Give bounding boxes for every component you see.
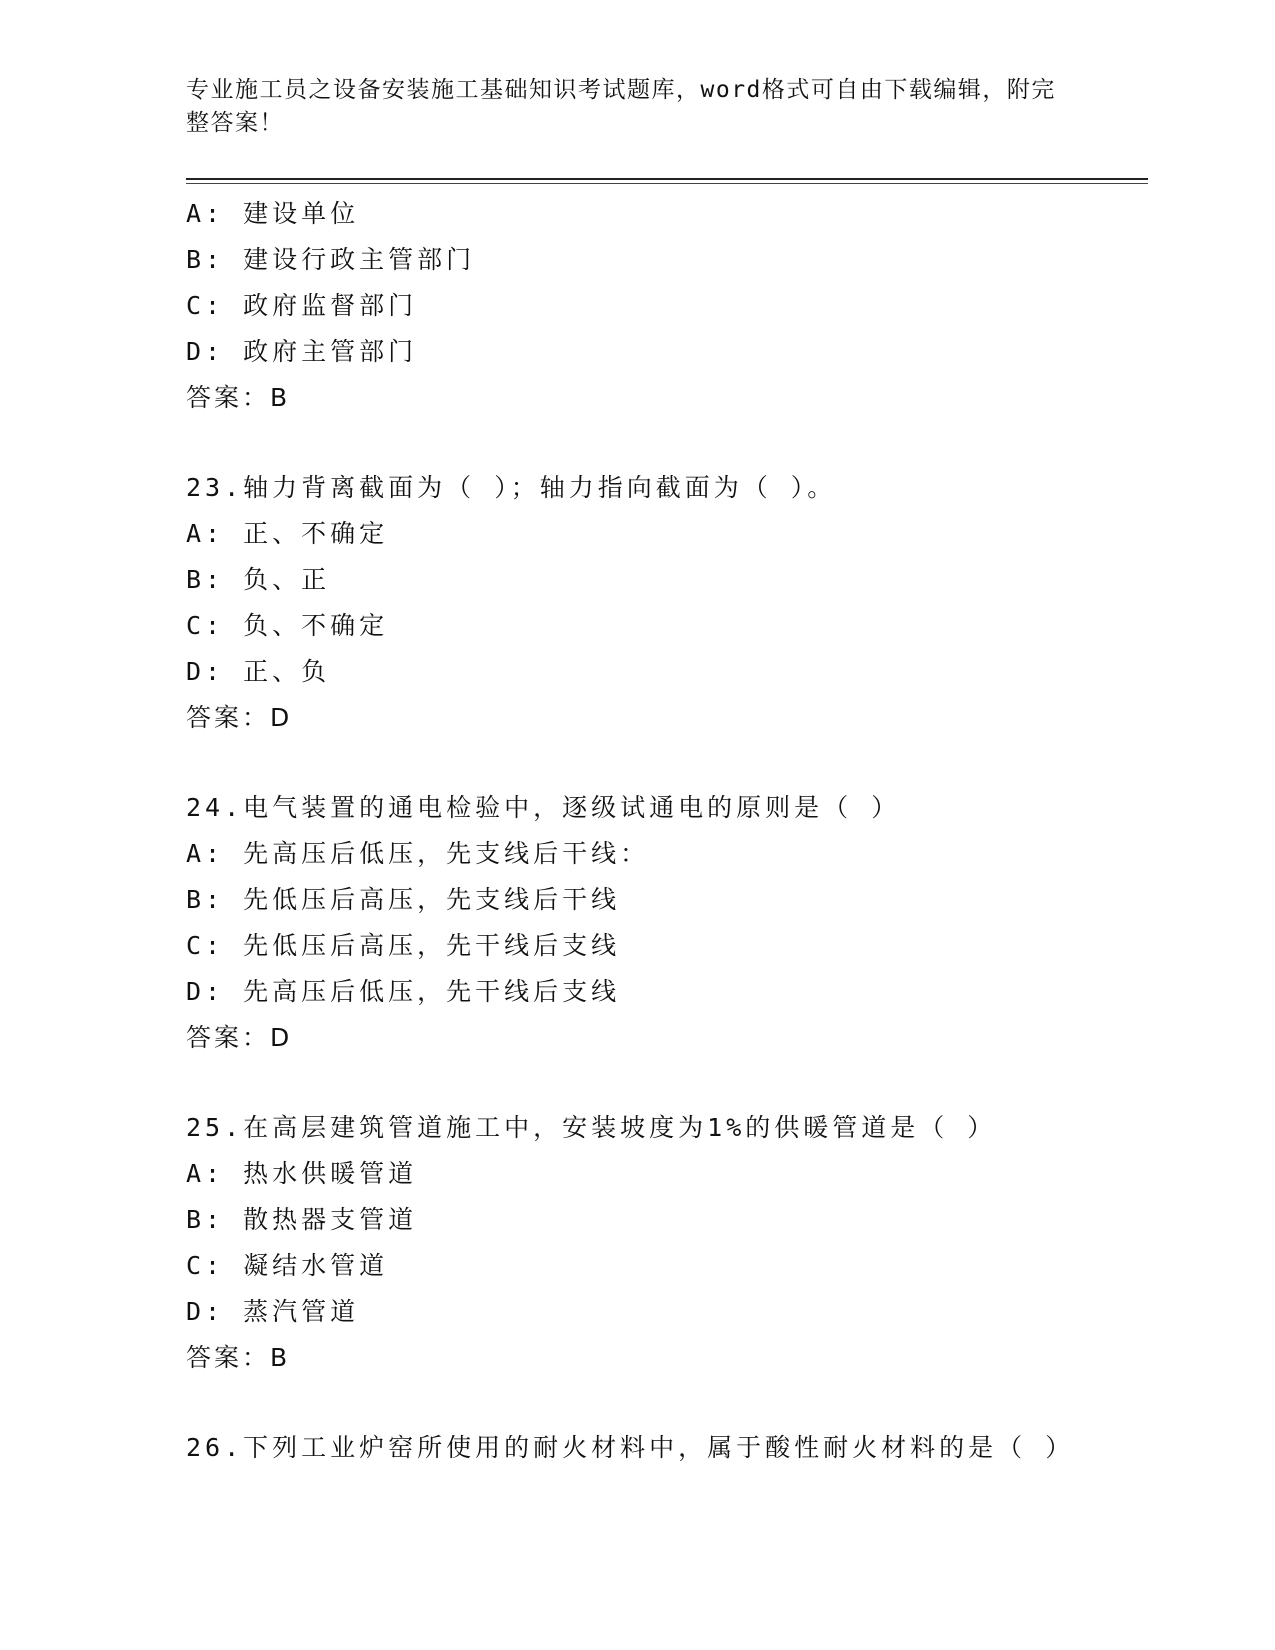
option-c: C: 负、不确定 bbox=[186, 611, 389, 640]
question-list bbox=[186, 191, 1148, 1471]
question-text: 23.轴力背离截面为（ ）；轴力指向截面为（ ）。 bbox=[186, 473, 837, 502]
option-c: C: 先低压后高压，先干线后支线 bbox=[186, 931, 621, 960]
header-line-2: 整答案！ bbox=[186, 110, 284, 136]
option-a: A: 先高压后低压，先支线后干线： bbox=[186, 839, 650, 868]
answer-line: 答案：B bbox=[186, 1343, 291, 1372]
option-b: B: 散热器支管道 bbox=[186, 1205, 418, 1234]
option-d: D: 蒸汽管道 bbox=[186, 1297, 360, 1326]
question-text: 25.在高层建筑管道施工中，安装坡度为1%的供暖管道是（ ） bbox=[186, 1113, 997, 1142]
option-c: C: 凝结水管道 bbox=[186, 1251, 389, 1280]
header-line-1: 专业施工员之设备安装施工基础知识考试题库，word格式可自由下载编辑，附完 bbox=[186, 77, 1056, 103]
option-b: B: 建设行政主管部门 bbox=[186, 245, 476, 274]
option-b: B: 负、正 bbox=[186, 565, 331, 594]
option-b: B: 先低压后高压，先支线后干线 bbox=[186, 885, 621, 914]
header-divider-thick bbox=[186, 178, 1148, 180]
question-text: 26.下列工业炉窑所使用的耐火材料中，属于酸性耐火材料的是（ ） bbox=[186, 1433, 1075, 1462]
spacer bbox=[186, 421, 1148, 465]
option-d: D: 正、负 bbox=[186, 657, 331, 686]
answer-line: 答案：D bbox=[186, 703, 293, 732]
spacer bbox=[186, 741, 1148, 785]
question-26 bbox=[186, 1425, 1148, 1471]
document-header bbox=[186, 74, 1066, 140]
answer-line: 答案：B bbox=[186, 383, 291, 412]
option-a: A: 热水供暖管道 bbox=[186, 1159, 418, 1188]
spacer bbox=[186, 1381, 1148, 1425]
question-22 bbox=[186, 191, 1148, 421]
option-a: A: 正、不确定 bbox=[186, 519, 389, 548]
answer-line: 答案：D bbox=[186, 1023, 293, 1052]
option-d: D: 政府主管部门 bbox=[186, 337, 418, 366]
option-a: A: 建设单位 bbox=[186, 199, 360, 228]
option-c: C: 政府监督部门 bbox=[186, 291, 418, 320]
header-divider-thin bbox=[186, 183, 1148, 184]
option-d: D: 先高压后低压，先干线后支线 bbox=[186, 977, 621, 1006]
question-23 bbox=[186, 465, 1148, 741]
question-text: 24.电气装置的通电检验中，逐级试通电的原则是（ ） bbox=[186, 793, 901, 822]
spacer bbox=[186, 1061, 1148, 1105]
question-25 bbox=[186, 1105, 1148, 1381]
question-24 bbox=[186, 785, 1148, 1061]
